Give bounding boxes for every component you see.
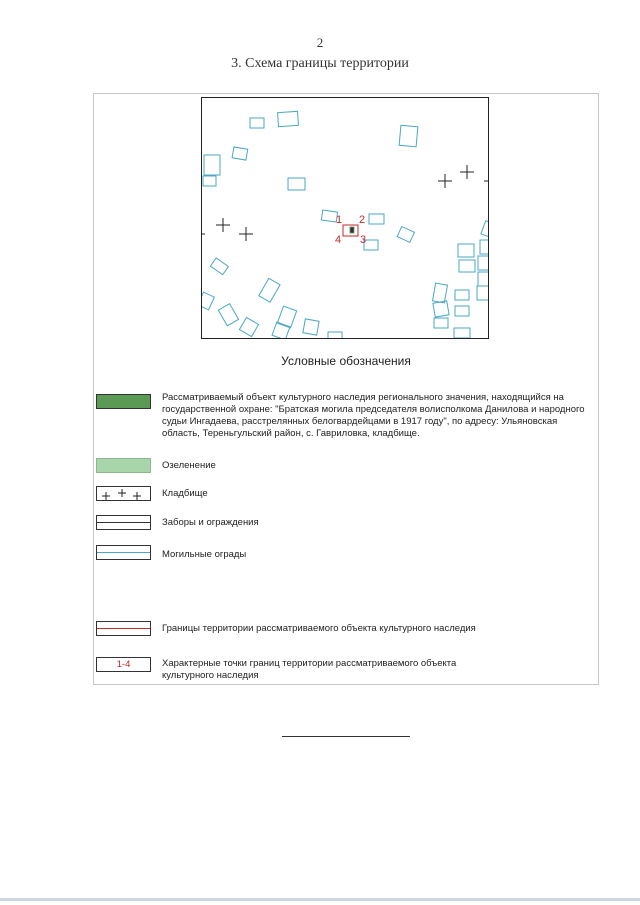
cemetery-crosses — [202, 165, 489, 241]
scan-edge — [0, 898, 640, 901]
grave-fence — [434, 318, 448, 328]
grave-fence — [454, 328, 470, 338]
legend-swatch-heritage — [96, 394, 151, 409]
grave-fence — [433, 301, 449, 317]
grave-fence — [480, 240, 489, 254]
grave-fence — [478, 256, 489, 270]
boundary-scheme-map — [201, 97, 489, 339]
grave-fence — [458, 244, 474, 257]
grave-fence — [202, 292, 214, 310]
grave-fence — [277, 306, 296, 328]
legend-text-fences: Заборы и ограждения — [162, 517, 259, 528]
grave-fence — [397, 227, 414, 243]
grave-fence — [481, 221, 489, 238]
legend-swatch-points — [96, 657, 151, 672]
grave-fence — [210, 258, 228, 275]
legend-swatch-boundary — [96, 621, 151, 636]
grave-fence — [477, 286, 489, 300]
legend-text-grave-fences: Могильные ограды — [162, 549, 247, 560]
grave-fence — [303, 319, 319, 335]
legend-text-cemetery: Кладбище — [162, 488, 208, 499]
grave-fence — [204, 155, 220, 175]
grave-fence — [259, 278, 280, 302]
boundary-line-icon — [97, 628, 150, 629]
fence-line-icon — [97, 522, 150, 523]
grave-fence — [459, 260, 475, 272]
point-label-1: 1 — [336, 214, 343, 226]
page-number: 2 — [316, 35, 324, 50]
grave-fence — [232, 147, 248, 160]
point-label-2: 2 — [359, 214, 366, 226]
cross — [239, 227, 253, 241]
grave-fence — [369, 214, 384, 224]
points-label: 1-4 — [116, 659, 131, 670]
legend-text-boundary: Границы территории рассматриваемого объекта культурного наследия — [162, 623, 476, 634]
grave-fence — [455, 290, 469, 300]
legend-swatch-greenery — [96, 458, 151, 473]
grave-fence — [328, 332, 342, 339]
cross — [438, 174, 452, 188]
cross — [216, 218, 230, 232]
legend-swatch-fences — [96, 515, 151, 530]
cross — [460, 165, 474, 179]
legend-swatch-cemetery — [96, 486, 151, 501]
grave-fence — [433, 283, 448, 303]
grave-fence — [239, 317, 258, 336]
grave-fence — [203, 176, 216, 186]
territory-boundary — [343, 225, 358, 236]
grave-fence — [250, 118, 264, 128]
point-label-4: 4 — [335, 234, 342, 246]
legend-text-greenery: Озеленение — [162, 460, 216, 471]
legend-text-points: Характерные точки границ территории рассматриваемого объекта культурного наследия — [162, 658, 457, 681]
legend-swatch-grave-fences — [96, 545, 151, 560]
grave-fence — [478, 272, 489, 286]
grave-fence — [218, 304, 238, 326]
grave-fence — [455, 306, 469, 316]
legend-text-heritage: Рассматриваемый объект культурного наследия регионального значения, находящийся на государственной охране: "Братская могила председателя волисполкома Данилова и народного судьи Ингадаева, расстрелянных белогвардейцами в 1917 году", по адресу: Ульяновская область, Тереньгульский район, с. Гавриловка, кладбище. — [162, 392, 585, 439]
grave-fence-line-icon — [97, 552, 150, 553]
page-title: 3. Схема границы территории — [231, 56, 409, 71]
grave-fence — [399, 125, 418, 146]
legend-title: Условные обозначения — [281, 354, 411, 368]
cemetery-crosses-icon — [97, 487, 152, 502]
heritage-object — [350, 227, 354, 233]
grave-fence — [278, 111, 299, 126]
point-label-3: 3 — [360, 234, 367, 246]
map-canvas — [202, 98, 489, 339]
grave-fence — [288, 178, 305, 190]
signature-line — [282, 736, 410, 737]
